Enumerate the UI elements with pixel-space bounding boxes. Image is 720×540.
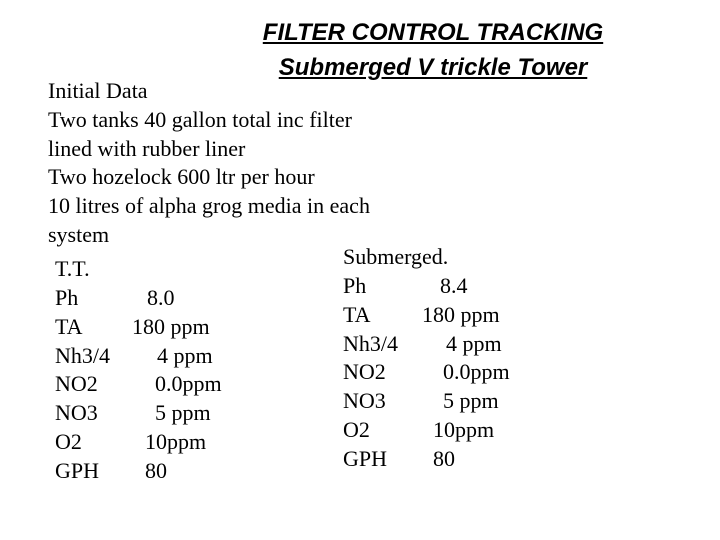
reading-value: 80 <box>433 446 455 471</box>
reading-key: GPH <box>55 458 100 483</box>
reading-key: TA <box>55 314 83 339</box>
intro-line: system <box>48 221 110 247</box>
reading-value: 0.0ppm <box>443 359 510 384</box>
reading-key: TA <box>343 302 371 327</box>
reading-key: O2 <box>343 417 370 442</box>
reading-key: NO2 <box>55 371 98 396</box>
reading-value: 10ppm <box>145 429 207 454</box>
page-subtitle: Submerged V trickle Tower <box>278 54 588 81</box>
reading-key: NO2 <box>343 359 386 384</box>
reading-key: Nh3/4 <box>343 331 398 356</box>
reading-key: Nh3/4 <box>55 343 110 368</box>
intro-line: 10 litres of alpha grog media in each <box>48 193 370 219</box>
reading-key: O2 <box>55 429 82 454</box>
reading-value: 4 ppm <box>157 343 213 368</box>
reading-key: Ph <box>343 273 367 298</box>
intro-line: Two hozelock 600 ltr per hour <box>48 164 315 190</box>
page-title: FILTER CONTROL TRACKING <box>262 19 604 46</box>
reading-value: 5 ppm <box>443 388 499 413</box>
reading-key: NO3 <box>55 400 98 425</box>
reading-value: 8.0 <box>147 285 175 310</box>
initial-data-section <box>48 77 370 250</box>
reading-key: GPH <box>343 446 388 471</box>
intro-line: Initial Data <box>48 78 148 103</box>
reading-value: 10ppm <box>433 417 495 442</box>
reading-value: 5 ppm <box>155 400 211 425</box>
reading-value: 0.0ppm <box>155 371 222 396</box>
submerged-heading: Submerged. <box>343 244 449 269</box>
reading-value: 180 ppm <box>132 314 210 339</box>
reading-value: 180 ppm <box>422 302 500 327</box>
reading-value: 8.4 <box>440 273 468 298</box>
reading-value: 80 <box>145 458 167 483</box>
tt-heading: T.T. <box>55 256 90 281</box>
intro-line: lined with rubber liner <box>48 135 246 161</box>
intro-line: Two tanks 40 gallon total inc filter <box>48 106 352 132</box>
reading-key: Ph <box>55 285 79 310</box>
reading-key: NO3 <box>343 388 386 413</box>
reading-value: 4 ppm <box>446 331 502 356</box>
